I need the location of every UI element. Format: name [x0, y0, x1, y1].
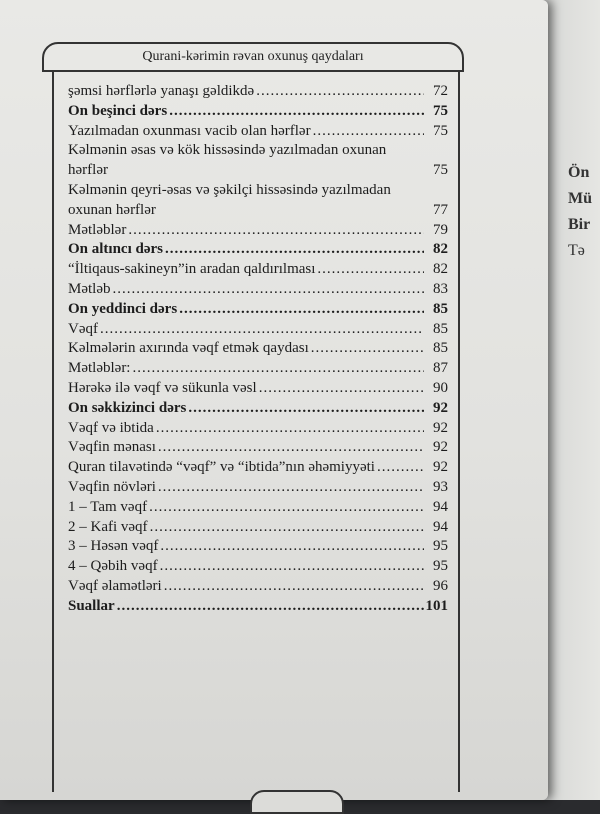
toc-entry-title: Suallar	[68, 597, 115, 614]
toc-entry-title: Kəlmənin qeyri-əsas və şəkilçi hissəsində yazılmadan oxunan hərflər	[68, 181, 391, 218]
toc-entry	[68, 82, 448, 102]
toc-leader-dots	[113, 280, 425, 300]
toc-leader-dots	[179, 300, 424, 320]
toc-page-number: 82	[433, 241, 448, 258]
toc-leader-dots	[311, 339, 424, 359]
next-page-line: Mü	[568, 190, 592, 207]
toc-entry	[68, 280, 448, 300]
toc-entry	[68, 557, 448, 577]
toc-entry-title: On yeddinci dərs	[68, 300, 178, 317]
toc-entry	[68, 102, 448, 122]
toc-page-number: 72	[433, 83, 448, 99]
toc-page-number: 96	[433, 577, 448, 594]
toc-leader-dots	[100, 320, 424, 340]
toc-entry-title: Kəlmənin əsas və kök hissəsində yazılmadan oxunan hərflər	[68, 142, 387, 179]
running-header-title: Qurani-kərimin rəvan oxunuş qaydaları	[142, 49, 364, 64]
toc-entry	[68, 339, 448, 359]
toc-entry-title: On səkkizinci dərs	[68, 399, 187, 416]
toc-leader-dots	[158, 438, 424, 458]
toc-leader-dots	[377, 458, 424, 478]
toc-leader-dots	[158, 478, 424, 498]
toc-entry	[68, 181, 448, 221]
toc-entry-title: Mətləblər	[68, 221, 127, 238]
next-page-line: Tə	[568, 242, 585, 259]
toc-leader-dots	[169, 102, 424, 122]
toc-page-number: 77	[433, 201, 448, 218]
toc-entry-title: “İltiqaus-sakineyn”in aradan qaldırılması	[68, 261, 316, 278]
toc-entry	[68, 359, 448, 379]
toc-leader-dots	[117, 597, 424, 617]
toc-page-number: 90	[433, 379, 448, 396]
toc-entry-title: Yazılmadan oxunması vacib olan hərflər	[68, 122, 311, 139]
toc-page-number: 92	[433, 459, 448, 476]
toc-leader-dots	[160, 557, 424, 577]
toc-page-number: 94	[433, 518, 448, 535]
toc-page-number: 85	[433, 320, 448, 337]
toc-page-number: 87	[433, 360, 448, 377]
toc-leader-dots	[188, 399, 424, 419]
toc-page-number: 101	[425, 597, 448, 614]
toc-page-number: 79	[433, 221, 448, 238]
toc-entry-title: Hərəkə ilə vəqf və sükunla vəsl	[68, 379, 257, 396]
next-page-text	[568, 160, 592, 264]
toc-leader-dots	[149, 498, 424, 518]
next-page-line: Ön	[568, 164, 590, 181]
toc-leader-dots	[150, 518, 424, 538]
toc-entry-title: Vəqf əlamətləri	[68, 577, 162, 594]
toc-entry	[68, 300, 448, 320]
toc-page-number: 92	[433, 439, 448, 456]
toc-entry	[68, 419, 448, 439]
toc-entry	[68, 240, 448, 260]
toc-page-number: 85	[433, 340, 448, 357]
toc-leader-dots	[156, 419, 424, 439]
toc-leader-dots	[165, 240, 424, 260]
toc-entry-title: Vəqfin mənası	[68, 439, 156, 456]
toc-entry-title: Mətləblər:	[68, 360, 131, 377]
toc-entry	[68, 260, 448, 280]
toc-entry	[68, 498, 448, 518]
toc-leader-dots	[259, 379, 424, 399]
toc-entry-title: On beşinci dərs	[68, 102, 168, 119]
next-page-line: Bir	[568, 216, 591, 233]
toc-entry-title: 2 – Kafi vəqf	[68, 518, 148, 535]
toc-entry	[68, 122, 448, 142]
toc-entry	[68, 141, 448, 181]
toc-entry	[68, 438, 448, 458]
toc-entry	[68, 320, 448, 340]
toc-leader-dots	[128, 221, 424, 241]
toc-page-number: 85	[433, 300, 448, 317]
toc-page-number: 75	[433, 122, 448, 139]
toc-leader-dots	[132, 359, 424, 379]
toc-page-number: 92	[433, 399, 448, 416]
toc-entry	[68, 518, 448, 538]
toc-entry	[68, 399, 448, 419]
toc-page-number: 75	[433, 102, 448, 119]
toc-entry	[68, 221, 448, 241]
toc-entry	[68, 379, 448, 399]
toc-leader-dots	[164, 577, 424, 597]
toc-entry	[68, 458, 448, 478]
toc-page-number: 95	[433, 558, 448, 575]
toc-entry-title: Quran tilavətində “vəqf” və “ibtida”nın əhəmiyyəti	[68, 459, 375, 476]
toc-page-number: 82	[433, 261, 448, 278]
toc-entry-title: Mətləb	[68, 280, 111, 297]
toc-entry-title: Kəlmələrin axırında vəqf etmək qaydası	[68, 340, 309, 357]
toc-leader-dots	[256, 82, 424, 102]
toc-entry-title: şəmsi hərflərlə yanaşı gəldikdə	[68, 83, 255, 99]
toc-entry-title: Vəqf	[68, 320, 98, 337]
toc-entry-title: Vəqfin növləri	[68, 478, 156, 495]
toc-entry-title: 4 – Qəbih vəqf	[68, 558, 158, 575]
toc-leader-dots	[313, 122, 424, 142]
toc-leader-dots	[317, 260, 424, 280]
toc-leader-dots	[160, 537, 424, 557]
toc-page-number: 95	[433, 538, 448, 555]
toc-entry-title: Vəqf və ibtida	[68, 419, 154, 436]
running-header	[42, 42, 464, 72]
toc-entry	[68, 537, 448, 557]
toc-page-number: 75	[433, 162, 448, 179]
toc-entry-title: 1 – Tam vəqf	[68, 498, 148, 515]
bottom-frame-tab	[250, 790, 344, 814]
toc-entry-title: On altıncı dərs	[68, 241, 164, 258]
toc-page-number: 92	[433, 419, 448, 436]
toc-page-number: 83	[433, 280, 448, 297]
toc-entry	[68, 597, 448, 617]
toc-entry	[68, 478, 448, 498]
toc-page-number: 94	[433, 498, 448, 515]
bleed-through-text	[466, 80, 536, 800]
toc-page-number: 93	[433, 478, 448, 495]
toc-entry-title: 3 – Həsən vəqf	[68, 538, 159, 555]
table-of-contents	[68, 82, 448, 617]
toc-entry	[68, 577, 448, 597]
